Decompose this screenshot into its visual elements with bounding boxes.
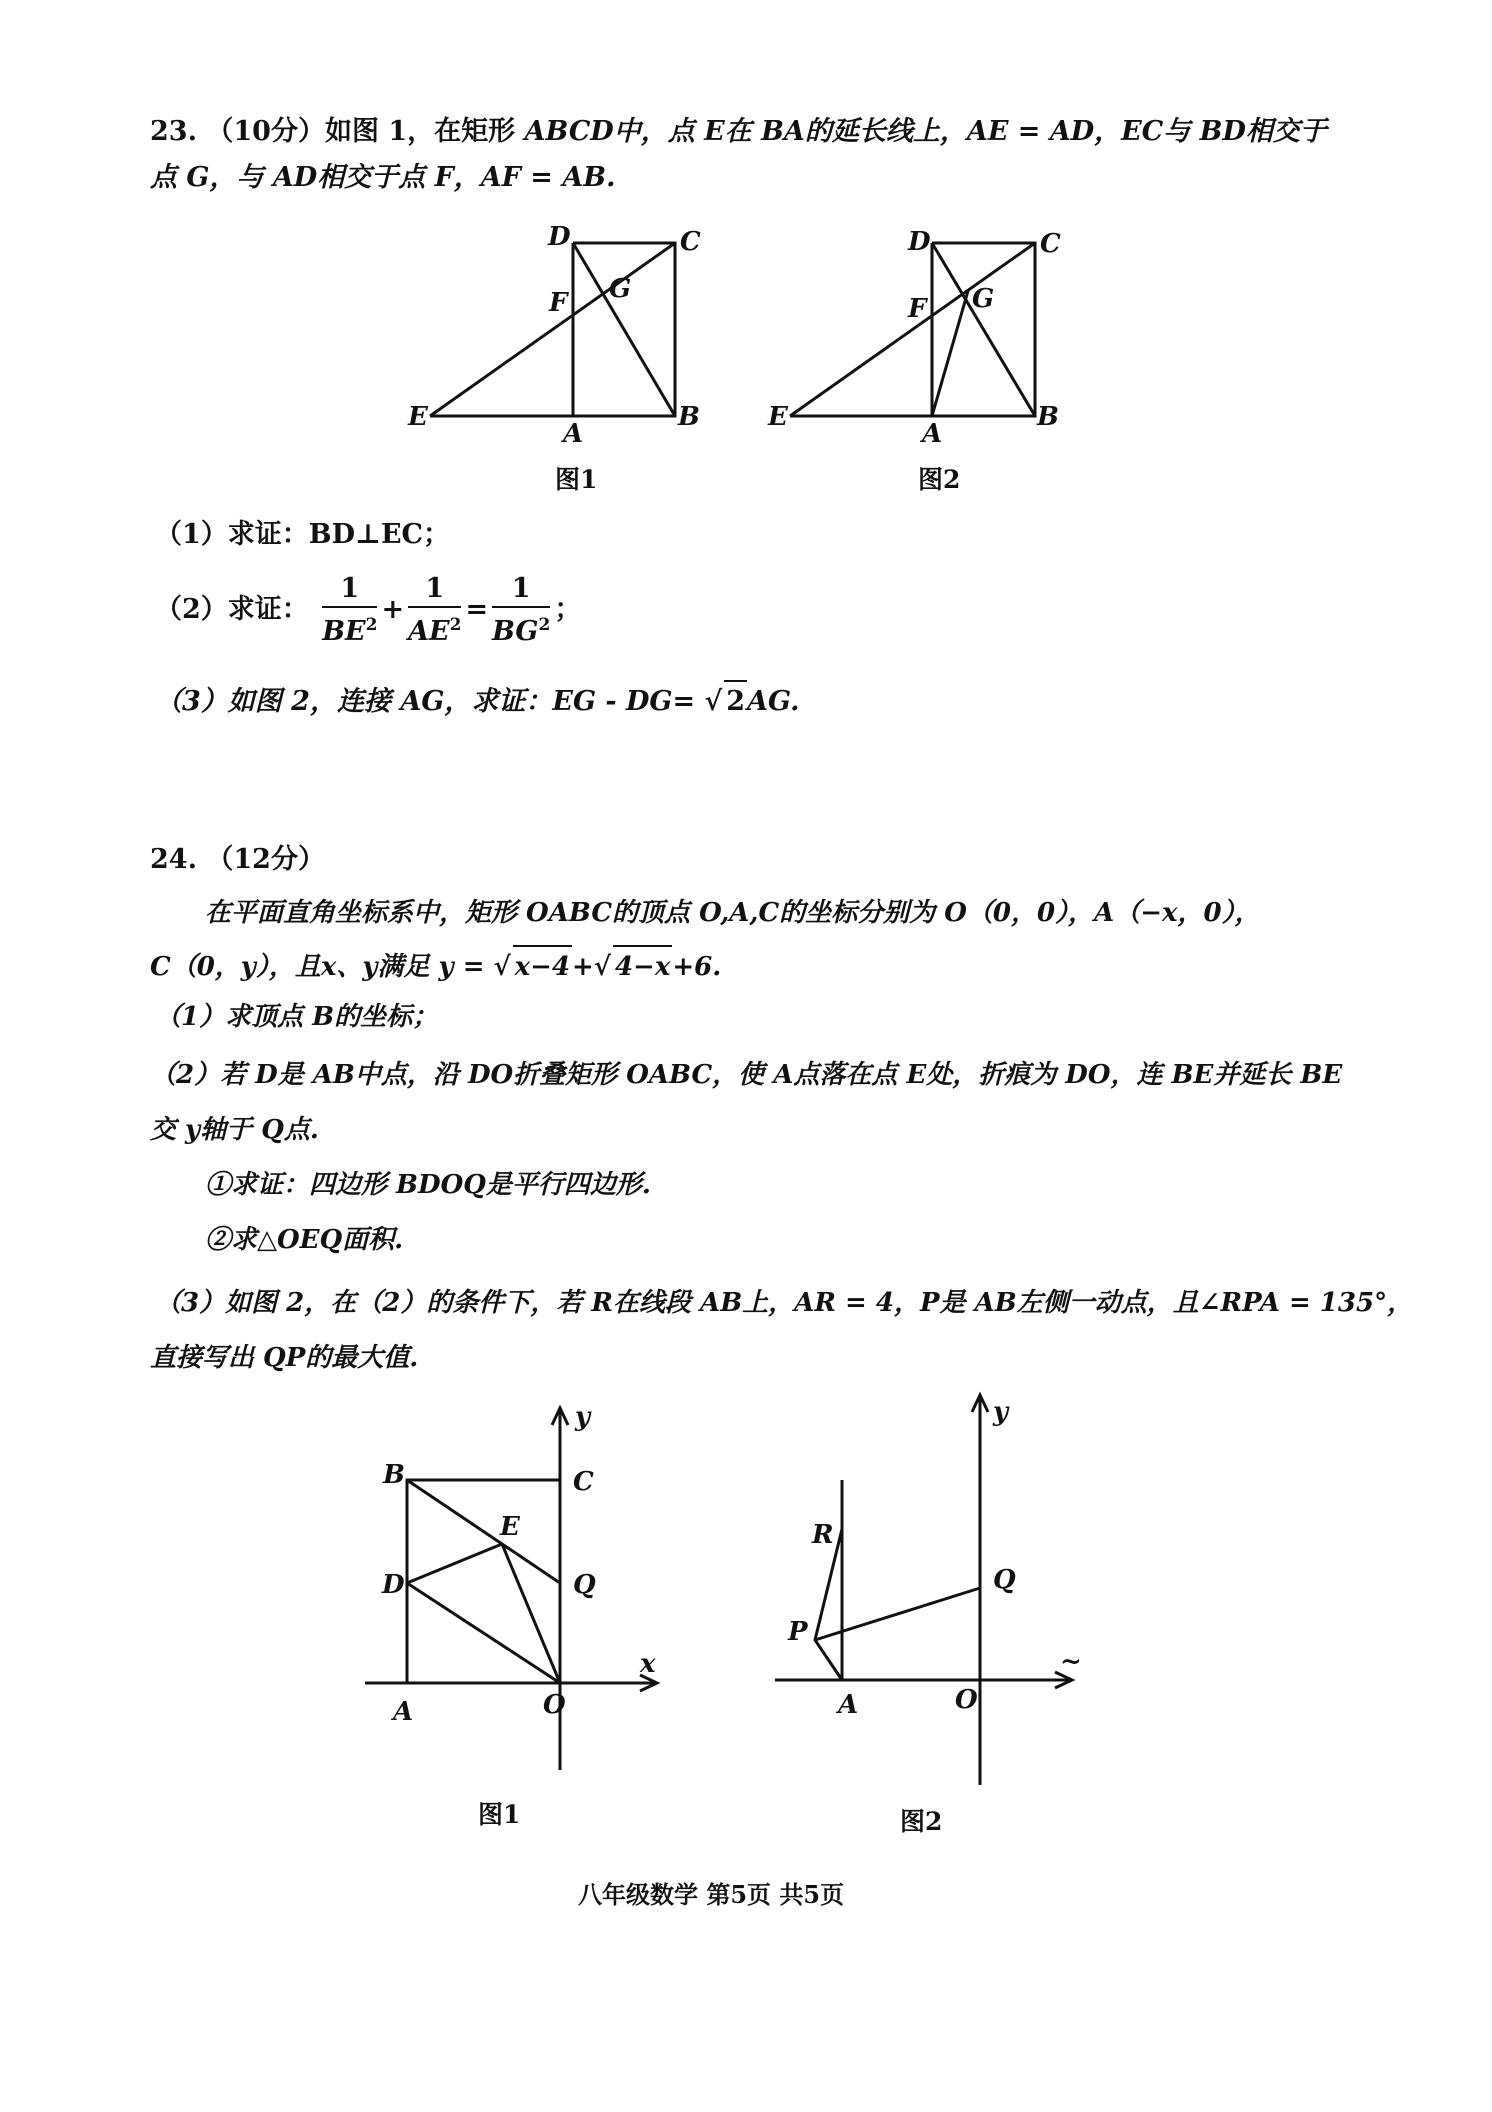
q23-f2-label-f: F bbox=[908, 294, 927, 324]
q23-frac2-den-text: AE bbox=[408, 616, 450, 647]
q24-f2-label-q: Q bbox=[993, 1565, 1016, 1595]
q24-part2-line1: （2）若 D是 AB中点，沿 DO折叠矩形 OABC，使 A点落在点 E处，折痕为 DO，连 BE并延长 BE bbox=[150, 1060, 1343, 1090]
q23-f1-label-b: B bbox=[678, 402, 700, 432]
q24-intro2-plus: + bbox=[572, 952, 594, 982]
q24-f1-label-q: Q bbox=[573, 1570, 596, 1600]
q23-frac1-num: 1 bbox=[322, 572, 377, 608]
q23-line1-main: ABCD中，点 E在 BA的延长线上，AE = AD，EC与 BD相交于 bbox=[524, 116, 1327, 147]
q23-f1-label-g: G bbox=[609, 274, 632, 304]
q24-sqrt2-radicand: 4−x bbox=[613, 945, 672, 987]
q23-frac2-den bbox=[408, 608, 461, 649]
q23-fig1-caption: 图1 bbox=[555, 465, 598, 494]
q24-f2-label-p: P bbox=[788, 1617, 808, 1647]
q23-part2 bbox=[155, 572, 581, 649]
q23-frac3-exp: 2 bbox=[538, 615, 551, 635]
q24-f2-label-y: y bbox=[993, 1397, 1009, 1427]
q23-plus: + bbox=[381, 594, 405, 625]
q23-fig2-caption: 图2 bbox=[918, 465, 961, 494]
q23-f2-line-ag bbox=[932, 291, 968, 416]
q23-f1-label-f: F bbox=[549, 288, 568, 318]
q24-sqrt2-symbol: √ bbox=[593, 952, 611, 982]
q23-part3 bbox=[155, 680, 800, 722]
q24-intro-line2 bbox=[150, 945, 721, 987]
q23-frac2-num: 1 bbox=[408, 572, 461, 608]
q24-f2-label-r: R bbox=[812, 1520, 834, 1550]
q24-intro-line1: 在平面直角坐标系中，矩形 OABC的顶点 O,A,C的坐标分别为 O（0，0），A（−x，0）， bbox=[205, 898, 1261, 928]
q24-f2-label-x: ~ bbox=[1060, 1647, 1082, 1677]
q24-f1-label-a: A bbox=[393, 1697, 414, 1727]
q23-f2-label-b: B bbox=[1037, 402, 1059, 432]
q23-sqrt-symbol: √ bbox=[704, 686, 723, 717]
q23-part3-suffix: AG. bbox=[747, 686, 800, 717]
q24-part3-line2: 直接写出 QP的最大值. bbox=[150, 1343, 419, 1373]
q23-part3-eq: = bbox=[672, 686, 696, 717]
q23-equals: = bbox=[465, 594, 489, 625]
q23-f1-diagonal-bd bbox=[573, 243, 675, 416]
q23-part2-suffix: ； bbox=[554, 594, 582, 625]
q24-sqrt1-symbol: √ bbox=[493, 952, 511, 982]
q23-f1-label-e: E bbox=[408, 402, 428, 432]
q23-fraction-bg bbox=[492, 572, 550, 649]
q24-f1-label-y: y bbox=[575, 1402, 591, 1432]
q23-frac1-den bbox=[322, 608, 377, 649]
q24-f1-label-x: x bbox=[640, 1649, 656, 1679]
q23-figure-1 bbox=[407, 222, 701, 494]
q23-f1-label-d: D bbox=[548, 222, 571, 252]
q23-frac1-exp: 2 bbox=[365, 615, 378, 635]
q23-fraction-be bbox=[322, 572, 377, 649]
q23-f2-label-e: E bbox=[768, 402, 788, 432]
page-footer: 八年级数学 第5页 共5页 bbox=[578, 1880, 845, 1909]
q24-f1-label-b: B bbox=[383, 1460, 405, 1490]
q24-intro2-b: +6. bbox=[672, 952, 722, 982]
q24-fig1-caption: 图1 bbox=[478, 1800, 521, 1829]
q23-part2-prefix: （2）求证： bbox=[155, 594, 309, 625]
q24-intro2-a: C（0，y），且x、y满足 y = bbox=[150, 952, 485, 982]
q23-f1-line-ec bbox=[430, 243, 675, 416]
q23-f1-label-c: C bbox=[680, 227, 701, 257]
q23-part1 bbox=[155, 515, 450, 555]
q23-frac3-den-text: BG bbox=[492, 616, 539, 647]
q23-f2-label-c: C bbox=[1040, 229, 1061, 259]
q23-figure-2 bbox=[767, 227, 1061, 494]
q23-frac3-den bbox=[492, 608, 550, 649]
q24-f1-label-o: O bbox=[543, 1690, 566, 1720]
q23-frac3-num: 1 bbox=[492, 572, 550, 608]
q24-part2-line2: 交 y轴于 Q点. bbox=[150, 1115, 319, 1145]
q23-line2: 点 G，与 AD相交于点 F，AF = AB. bbox=[150, 162, 616, 193]
q23-part1-text: （1）求证：BD⊥EC； bbox=[155, 519, 451, 550]
q23-sqrt-radicand: 2 bbox=[724, 680, 747, 722]
q23-f2-label-a: A bbox=[922, 419, 943, 449]
q23-f2-label-g: G bbox=[972, 284, 995, 314]
q23-f2-label-d: D bbox=[908, 227, 931, 257]
q23-f2-line-ec bbox=[790, 243, 1035, 416]
q24-f2-label-a: A bbox=[838, 1690, 859, 1720]
q24-part3-line1: （3）如图 2，在（2）的条件下，若 R在线段 AB上，AR = 4，P是 AB左侧一动点，且∠RPA = 135°， bbox=[155, 1288, 1414, 1318]
q24-part1: （1）求顶点 B的坐标； bbox=[155, 1002, 439, 1032]
q24-sub2: ②求△OEQ面积. bbox=[205, 1225, 404, 1255]
q23-fraction-ae bbox=[408, 572, 461, 649]
q23-f1-label-a: A bbox=[563, 419, 584, 449]
q24-f1-label-e: E bbox=[500, 1512, 520, 1542]
q24-f1-label-d: D bbox=[382, 1570, 405, 1600]
q24-f2-label-o: O bbox=[955, 1685, 978, 1715]
q23-part3-prefix: （3）如图 2，连接 AG，求证：EG - DG bbox=[155, 686, 673, 717]
q23-f2-diagonal-bd bbox=[932, 243, 1035, 416]
q24-sub1: ①求证：四边形 BDOQ是平行四边形. bbox=[205, 1170, 651, 1200]
q24-title: 24. （12分） bbox=[150, 844, 325, 875]
q24-sqrt1-radicand: x−4 bbox=[513, 945, 572, 987]
q23-frac2-exp: 2 bbox=[449, 615, 462, 635]
q24-fig2-caption: 图2 bbox=[900, 1807, 943, 1836]
q24-f1-label-c: C bbox=[573, 1467, 594, 1497]
q23-frac1-den-text: BE bbox=[322, 616, 366, 647]
q23-line1-prefix: 23. （10分）如图 1，在矩形 bbox=[150, 116, 525, 147]
